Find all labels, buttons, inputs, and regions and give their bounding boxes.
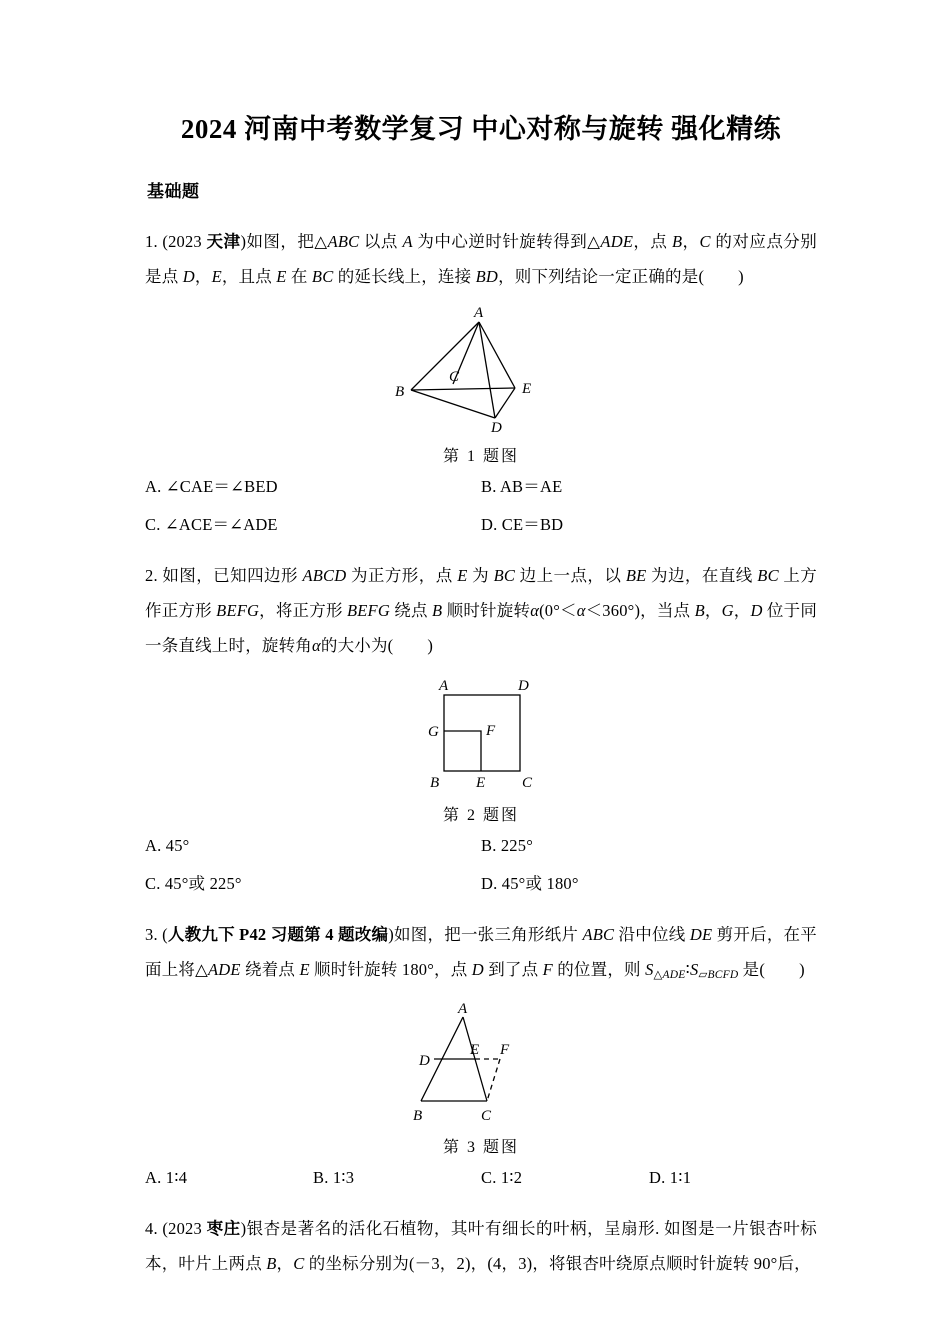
page-content — [145, 0, 817, 1281]
square-ABCD — [444, 695, 520, 771]
option-2-A[interactable]: A. 45° — [145, 836, 190, 856]
option-3-A[interactable]: A. 1∶4 — [145, 1168, 188, 1188]
question-2-text: 2. 如图，已知四边形 ABCD 为正方形，点 E 为 BC 边上一点，以 BE 为边，在直线 BC 上方作正方形 BEFG，将正方形 BEFG 绕点 B 顺时针旋转α(0°＜α＜360°)，当点 B，G，D 位于同一条直线上时，旋转角α的大小为( ) — [145, 566, 818, 656]
figure-3-label-F: F — [500, 1042, 510, 1059]
q1-seg: 的延长线上，连接 — [333, 267, 476, 287]
option-1-B[interactable]: B. AB＝AE — [481, 477, 563, 497]
segment-BE — [411, 388, 515, 390]
q1-seg: ， — [194, 267, 212, 287]
q1-seg: E — [276, 267, 287, 287]
option-2-C[interactable]: C. 45°或 225° — [145, 874, 242, 894]
figure-3 — [145, 1003, 817, 1157]
q1-seg: D — [182, 267, 195, 287]
question-2-options — [145, 829, 817, 863]
option-3-B[interactable]: B. 1∶3 — [313, 1168, 355, 1188]
segment-FC-dashed — [487, 1059, 500, 1101]
q1-seg: 以点 — [359, 232, 403, 252]
figure-1-label-A: A — [474, 305, 484, 322]
segment-AB — [411, 322, 479, 390]
figure-2 — [145, 673, 817, 825]
q1-seg: 为中心逆时针旋转得到△ — [412, 232, 601, 252]
q1-seg: 的对应点分别 — [710, 232, 817, 252]
q1-seg: ABC — [327, 232, 360, 252]
question-1-text: 1. (2023 天津)如图，把△ABC 以点 A 为中心逆时针旋转得到△ADE，点 B，C 的对应点分别 是点 D，E，且点 E 在 BC 的延长线上，连接 BD，则下列结论一定正确的是( ) — [145, 232, 817, 287]
segment-BD — [411, 390, 495, 418]
figure-2-label-D: D — [518, 678, 529, 695]
figure-3-label-D: D — [419, 1053, 430, 1070]
question-1-options — [145, 470, 817, 504]
figure-1-drawing — [391, 304, 571, 434]
q4-body: 4. (2023 枣庄)银杏是著名的活化石植物，其叶有细长的叶柄，呈扇形. 如图是一片银杏叶标本，叶片上两点 B，C 的坐标分别为(－3，2)，(4，3)，将银杏叶绕原点顺时针旋转 90°后， — [145, 1219, 818, 1274]
figure-3-label-B: B — [413, 1108, 423, 1125]
option-2-D[interactable]: D. 45°或 180° — [481, 874, 579, 894]
square-BEFG — [444, 731, 481, 771]
option-3-C[interactable]: C. 1∶2 — [481, 1168, 523, 1188]
figure-2-label-F: F — [486, 723, 496, 740]
q1-seg: ，则下列结论一定正确的是( — [498, 267, 705, 287]
question-2-options-2 — [145, 867, 817, 901]
figure-3-label-C: C — [481, 1108, 492, 1125]
q1-seg: C — [699, 232, 711, 252]
q1-seg: 在 — [286, 267, 312, 287]
figure-3-label-E: E — [470, 1042, 480, 1059]
option-1-A[interactable]: A. ∠CAE＝∠BED — [145, 477, 278, 497]
figure-1-label-E: E — [522, 381, 532, 398]
option-1-D[interactable]: D. CE＝BD — [481, 515, 564, 535]
figure-3-drawing — [401, 1003, 561, 1125]
option-1-C[interactable]: C. ∠ACE＝∠ADE — [145, 515, 278, 535]
figure-2-drawing — [406, 673, 556, 793]
q1-source: 天津 — [206, 232, 241, 252]
q1-seg: A — [402, 232, 413, 252]
figure-1-label-B: B — [395, 384, 405, 401]
q1-seg: )如图，把△ — [240, 232, 328, 252]
question-1-options-2 — [145, 508, 817, 542]
figure-2-label-E: E — [476, 775, 486, 792]
figure-2-label-G: G — [428, 724, 439, 741]
q1-seg: E — [211, 267, 222, 287]
figure-2-label-C: C — [522, 775, 533, 792]
question-3-text: 3. (人教九下 P42 习题第 4 题改编)如图，把一张三角形纸片 ABC 沿中位线 DE 剪开后，在平面上将△ADE 绕着点 E 顺时针旋转 180°，点 D 到了点 F 的位置，则 $S_{\triangle ADE}∶S_{▱BCFD}$ 是( ) — [145, 925, 817, 982]
option-2-B[interactable]: B. 225° — [481, 836, 534, 856]
segment-ED — [495, 388, 515, 418]
q1-seg: BD — [475, 267, 499, 287]
q3-body: 3. (人教九下 P42 习题第 4 题改编)如图，把一张三角形纸片 ABC 沿中位线 DE 剪开后，在平面上将△ADE 绕着点 E 顺时针旋转 180°，点 D 到了点 F 的位置，则 $S_{\triangle ADE}∶S_{▱BCFD}$ 是( — [145, 925, 817, 982]
figure-2-label-A: A — [439, 678, 449, 695]
q1-seg: ，点 — [633, 232, 672, 252]
q1-seg: 是点 — [145, 267, 183, 287]
question-3-options — [145, 1161, 817, 1195]
q1-seg: B — [671, 232, 683, 252]
figure-1 — [145, 304, 817, 466]
figure-1-caption: 第 1 题图 — [442, 448, 519, 466]
figure-3-label-A: A — [458, 1003, 468, 1018]
q1-seg: BC — [311, 267, 334, 287]
section-heading: 基础题 — [147, 182, 200, 203]
q1-seg: ， — [682, 232, 700, 252]
figure-2-label-B: B — [430, 775, 440, 792]
figure-1-label-D: D — [491, 420, 502, 435]
q1-seg: ADE — [600, 232, 634, 252]
figure-3-caption: 第 3 题图 — [442, 1139, 519, 1157]
question-4-text — [145, 1211, 817, 1281]
q1-seg: ，且点 — [221, 267, 277, 287]
option-3-D[interactable]: D. 1∶1 — [649, 1168, 692, 1188]
figure-2-caption: 第 2 题图 — [442, 807, 519, 825]
figure-1-label-C: C — [449, 369, 460, 386]
q2-body: 2. 如图，已知四边形 ABCD 为正方形，点 E 为 BC 边上一点，以 BE 为边，在直线 BC 上方作正方形 BEFG，将正方形 BEFG 绕点 B 顺时针旋转α(0°＜α＜360°)，当点 B，G，D 位于同一条直线上时，旋转角α的大小为( — [145, 566, 818, 656]
page-title: 2024 河南中考数学复习 中心对称与旋转 强化精练 — [180, 114, 782, 144]
q1-seg: 1. (2023 — [145, 232, 207, 252]
